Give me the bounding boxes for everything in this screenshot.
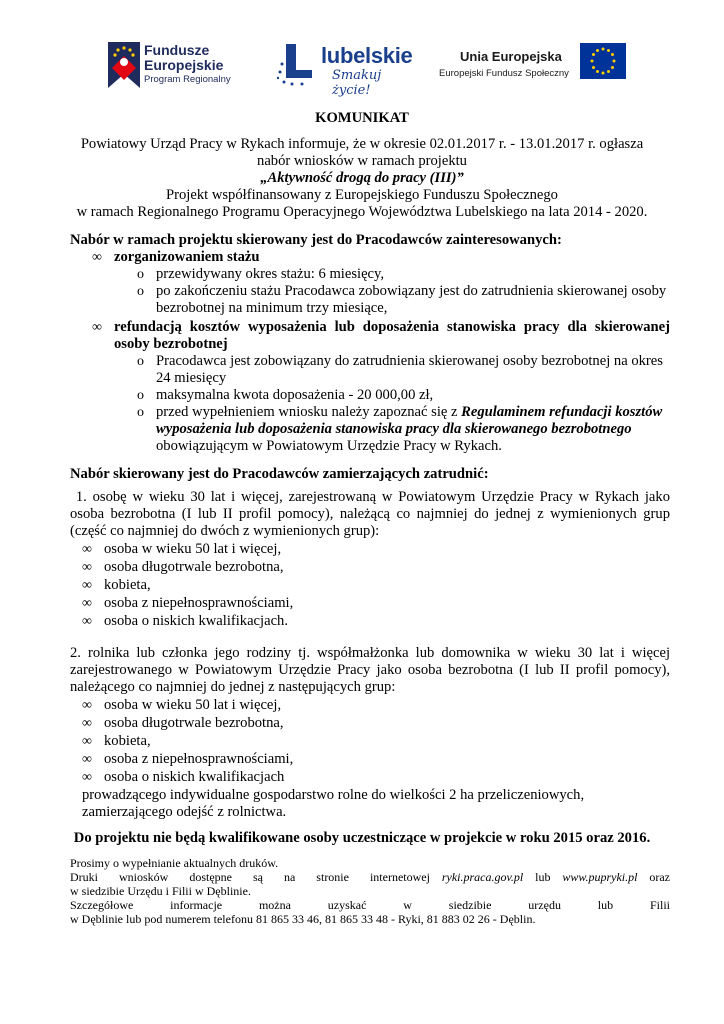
- fe-line1: Fundusze: [144, 42, 210, 58]
- footer-line3: w siedzibie Urzędu i Filii w Dęblinie.: [70, 884, 251, 898]
- footer-line2: [70, 870, 670, 884]
- circle-bullet-icon: o: [137, 354, 144, 369]
- refund-label-line2: osoby bezrobotnej: [114, 336, 228, 352]
- refund-regulation-line2: wyposażenia lub doposażenia stanowiska pracy dla skierowanego bezrobotnego: [156, 421, 632, 437]
- fe-flag-icon: [108, 40, 142, 90]
- website-link[interactable]: www.pupryki.pl: [562, 870, 638, 884]
- infinity-bullet-icon: ∞: [82, 560, 92, 575]
- infinity-bullet-icon: ∞: [82, 578, 92, 593]
- infinity-bullet-icon: ∞: [82, 716, 92, 731]
- point1-group: kobieta,: [104, 577, 151, 593]
- footer-line4: Szczegółowe informacje można uzyskać w siedzibie urzędu lub Filii: [70, 898, 670, 912]
- refund-employment-line2: 24 miesięcy: [156, 370, 227, 386]
- internship-duration: przewidywany okres stażu: 6 miesięcy,: [156, 266, 385, 282]
- refund-employment-line1: Pracodawca jest zobowiązany do zatrudnienia skierowanej osoby bezrobotnej na okres: [156, 353, 663, 369]
- fe-line3: Program Regionalny: [144, 74, 231, 85]
- infinity-bullet-icon: ∞: [92, 320, 102, 335]
- infinity-bullet-icon: ∞: [92, 250, 102, 265]
- fundusze-europejskie-logo: [108, 40, 258, 92]
- point2-line2: zarejestrowanego w Powiatowym Urzędzie Pracy jako osoba bezrobotna (I lub II profil pomocy),: [70, 662, 670, 678]
- point2-group: osoba w wieku 50 lat i więcej,: [104, 697, 282, 713]
- ue-subtitle: Europejski Fundusz Społeczny: [439, 68, 569, 79]
- eu-flag-icon: [580, 43, 626, 79]
- footer-and: oraz: [649, 870, 670, 884]
- intro-line-2: nabór wniosków w ramach projektu: [257, 153, 467, 169]
- intro-line-1: Powiatowy Urząd Pracy w Rykach informuje, że w okresie 02.01.2017 r. - 13.01.2017 r. ogłasza: [80, 136, 644, 152]
- point1-line3: (część co najmniej do dwóch z wymienionych grup):: [70, 523, 380, 539]
- cofinance-line-1: Projekt współfinansowany z Europejskiego Funduszu Społecznego: [166, 187, 558, 203]
- unia-europejska-logo: [434, 40, 634, 92]
- refund-regulation-title: Regulaminem refundacji kosztów: [461, 404, 663, 420]
- internship-obligation-line2: bezrobotnej na minimum trzy miesiące,: [156, 300, 388, 316]
- refund-regulation-line3: obowiązującym w Powiatowym Urzędzie Pracy w Rykach.: [156, 438, 502, 454]
- circle-bullet-icon: o: [137, 267, 144, 282]
- lubelskie-name: lubelskie: [321, 43, 413, 68]
- infinity-bullet-icon: ∞: [82, 542, 92, 557]
- refund-label-line1: refundacją kosztów wyposażenia lub doposażenia stanowiska pracy dla skierowanej: [114, 319, 670, 335]
- point1-group: osoba z niepełnosprawnościami,: [104, 595, 294, 611]
- point2-line3: należącego co najmniej do jednej z następujących grup:: [70, 679, 396, 695]
- refund-regulation-prefix: przed wypełnieniem wniosku należy zapoznać się z: [156, 404, 462, 420]
- fe-line2: Europejskie: [144, 57, 224, 73]
- point2-group: osoba z niepełnosprawnościami,: [104, 751, 294, 767]
- point2-tail-line2: zamierzającego odejść z rolnictwa.: [82, 804, 287, 820]
- logo-bar: [108, 40, 638, 98]
- point2-group: osoba o niskich kwalifikacjach: [104, 769, 285, 785]
- infinity-bullet-icon: ∞: [82, 596, 92, 611]
- point2-group: osoba długotrwale bezrobotna,: [104, 715, 284, 731]
- point1-group: osoba w wieku 50 lat i więcej,: [104, 541, 282, 557]
- footer-or: lub: [535, 870, 551, 884]
- footer-contact: w Dęblinie lub pod numerem telefonu 81 865 33 46, 81 865 33 48 - Ryki, 81 883 02 26 - Dęblin.: [70, 912, 536, 926]
- website-link[interactable]: ryki.praca.gov.pl: [441, 870, 524, 884]
- point1-group: osoba o niskich kwalifikacjach.: [104, 613, 288, 629]
- announcement-title: KOMUNIKAT: [315, 110, 409, 126]
- project-name: „Aktywność drogą do pracy (III)”: [260, 170, 464, 186]
- section2-heading: Nabór skierowany jest do Pracodawców zamierzających zatrudnić:: [70, 466, 489, 482]
- internship-obligation-line1: po zakończeniu stażu Pracodawca zobowiązany jest do zatrudnienia skierowanej osoby: [156, 283, 667, 299]
- fe-logo-text: [144, 43, 223, 73]
- exclusion-note: Do projektu nie będą kwalifikowane osoby uczestniczące w projekcie w roku 2015 oraz 2016.: [73, 830, 651, 846]
- internship-label: zorganizowaniem stażu: [114, 249, 260, 265]
- circle-bullet-icon: o: [137, 388, 144, 403]
- point2-line1: 2. rolnika lub członka jego rodziny tj. współmałżonka lub domownika w wieku 30 lat i więcej: [70, 645, 670, 661]
- infinity-bullet-icon: ∞: [82, 698, 92, 713]
- footer-forms-info: Druki wniosków dostępne są na stronie internetowej: [70, 870, 430, 884]
- footer-line1: Prosimy o wypełnianie aktualnych druków.: [70, 856, 279, 870]
- lubelskie-slogan: Smakuj życie!: [332, 68, 382, 98]
- point1-line2: osoba bezrobotna (I lub II profil pomocy), należącą co najmniej do jednej z wymienionych grup: [70, 506, 670, 522]
- circle-bullet-icon: o: [137, 405, 144, 420]
- circle-bullet-icon: o: [137, 284, 144, 299]
- refund-max-amount: maksymalna kwota doposażenia - 20 000,00 zł,: [156, 387, 434, 403]
- lubelskie-logo: [276, 40, 416, 98]
- infinity-bullet-icon: ∞: [82, 770, 92, 785]
- ue-title: Unia Europejska: [460, 49, 562, 64]
- refund-regulation-line1: [156, 404, 662, 421]
- infinity-bullet-icon: ∞: [82, 752, 92, 767]
- point1-group: osoba długotrwale bezrobotna,: [104, 559, 284, 575]
- infinity-bullet-icon: ∞: [82, 614, 92, 629]
- cofinance-line-2: w ramach Regionalnego Programu Operacyjnego Województwa Lubelskiego na lata 2014 - 2020.: [76, 204, 648, 220]
- point2-tail-line1: prowadzącego indywidualne gospodarstwo rolne do wielkości 2 ha przeliczeniowych,: [82, 787, 585, 803]
- lubelskie-l-icon: [276, 40, 320, 86]
- infinity-bullet-icon: ∞: [82, 734, 92, 749]
- point2-group: kobieta,: [104, 733, 151, 749]
- section1-heading: Nabór w ramach projektu skierowany jest do Pracodawców zainteresowanych:: [70, 232, 562, 248]
- point1-line1: 1. osobę w wieku 30 lat i więcej, zarejestrowaną w Powiatowym Urzędzie Pracy w Rykach jako: [70, 489, 670, 505]
